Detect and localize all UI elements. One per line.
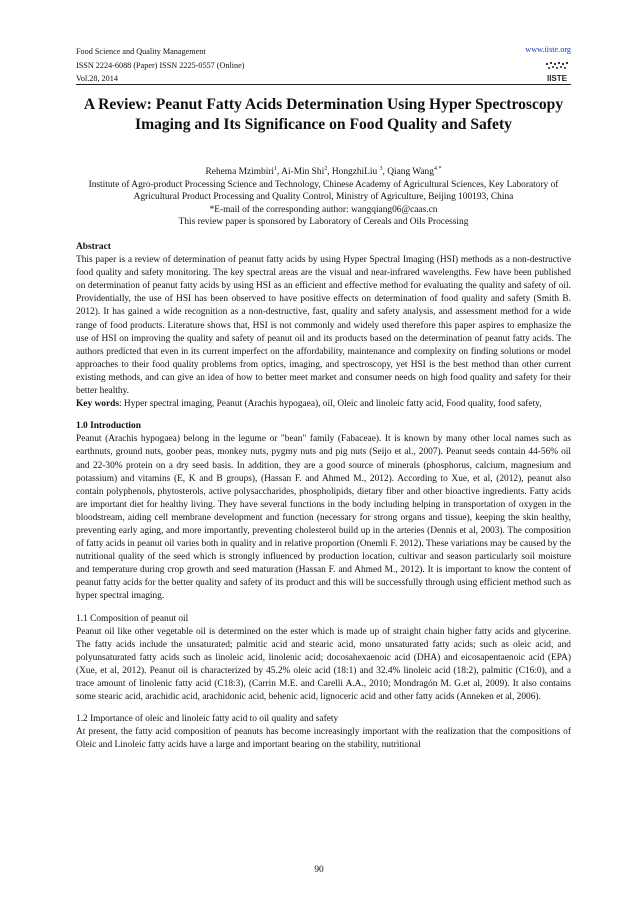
issn-line: ISSN 2224-6088 (Paper) ISSN 2225-0557 (Online) [76, 60, 245, 70]
affiliation: Institute of Agro-product Processing Science and Technology, Chinese Academy of Agricultural Sciences, Key Laboratory of Agricultural Product Processing and Quality Control, Ministry of Agriculture, Beijing 100193, China [88, 179, 559, 203]
header-rule [76, 84, 571, 85]
intro-heading: 1.0 Introduction [76, 421, 141, 432]
volume-line: Vol.28, 2014 [76, 74, 118, 83]
journal-name: Food Science and Quality Management [76, 47, 206, 56]
abstract-text: This paper is a review of determination of peanut fatty acids by using Hyper Spectral Imaging (HSI) methods as a non-destructive food quality and safety monitoring. The key spectral areas are the visual and near-infrared wavelengths. Few have been published on determination of peanut fatty acids by using HSI as an efficient and effective method for evaluating the quality and safety of oil. Providentially, the use of HSI has been observed to have positive effects on determination of food quality and safety (Smith B. 2012). It has gained a wide recognition as a non-destructive, fast, quality and safety analysis, and assessment method for a wide range of food products. Literature shows that, HSI is not commonly and widely used therefore this paper aspires to emphasize the use of HSI on improving the quality and safety of peanut oil and its products based on the determination of peanut fatty acids. The authors predicted that even in its current imperfect on the affordability, maintenance and complexity on finding solutions or model approaches to their food quality problems from optics, imaging, and spectroscopy, yet HSI is the best method than other current existing methods, and can give an idea of how to better meet market and consumer needs on high food quality and safety for their better healthy. [76, 255, 571, 397]
author-sup: 4 * [433, 166, 442, 172]
section-1-2-heading: 1.2 Importance of oleic and linoleic fatty acid to oil quality and safety [76, 714, 339, 725]
abstract-heading: Abstract [76, 242, 111, 252]
author-name: , Qiang Wang [382, 167, 434, 178]
paper-title: A Review: Peanut Fatty Acids Determination Using Hyper Spectroscopy Imaging and Its Significance on Food Quality and Safety [83, 96, 564, 133]
website-link[interactable]: www.iiste.org [525, 45, 571, 54]
sponsor-note: This review paper is sponsored by Laboratory of Cereals and Oils Processing [178, 217, 469, 228]
iiste-logo-icon [543, 60, 571, 82]
keywords-paragraph [76, 398, 571, 411]
section-1-1-heading: 1.1 Composition of peanut oil [76, 613, 189, 624]
section-1-2-text: At present, the fatty acid composition of peanuts has become increasingly important with the realization that the compositions of Oleic and Linoleic fatty acids have a large and important bearing on the stability, nutritional [76, 727, 571, 751]
author-sup: 3 [379, 166, 383, 172]
paper-body [76, 241, 571, 752]
page-number: 90 [314, 865, 324, 875]
section-1-1-text: Peanut oil like other vegetable oil is determined on the ester which is made up of straight chain higher fatty acids and glycerine. The fatty acids include the unsaturated; palmitic acid and stearic acid, mono unsaturated fatty acids; such as oleic acid, and polyunsaturated fatty acids such as linoleic acid, linolenic acid; docosahexaenoic acid (DHA) and eicosapentaenoic acid (EPA) (Xue, et al, 2012). Peanut oil is characterized by 45.2% oleic acid (18:1) and 32.4% linoleic acid (18:2), palmitic (C16:0), and a trace amount of linolenic fatty acid (C18:3), (Carrin M.E. and Carelli A.A., 2010; Mondragón M. G.et al, 2009). It also contains some stearic acid, arachidic acid, arachidonic acid, behenic acid, lignoceric acid and other fatty acids (Anneken et al, 2006). [76, 626, 571, 703]
author-name: , Ai-Min Shi [277, 167, 325, 178]
intro-text: Peanut (Arachis hypogaea) belong in the legume or "bean" family (Fabaceae). It is known by many other local names such as earthnuts, ground nuts, goober peas, monkey nuts, pygmy nuts and pig nuts (Seijo et al., 2007). Peanut seeds contain 44-56% oil and 22-30% protein on a dry seed basis. In addition, they are a good source of minerals (phosphorus, calcium, magnesium and potassium) and vitamins (E, K and B groups), (Hassan F. and Ahmed M., 2012). According to Xue, et al, (2012), peanut also contain polyphenols, phytosterols, active polysaccharides, phospholipids, dietary fiber and other bioactive ingredients. Fatty acids are important diet for healthy living. They have several functions in the body including helping in transportation of oxygen in the bloodstream, aiding cell membrane development and function (necessary for strong organs and tissue), keeping the skin healthy, preventing early aging, and more importantly, preventing cholesterol build up in the arteries (Dennis et al, 2003). The composition of fatty acids in peanut oil varies both in quality and in relative proportion (Onemli F. 2012). These variations may be caused by the nutritional quality of the seed which is strongly influenced by production location, cultivar and season particularly soil moisture and temperature during crop growth and seed maturation (Hassan F. and Ahmed M., 2012). It is important to know the content of peanut fatty acids for the better quality and safety of its product and this will be successfully through using efficient method such as hyper spectral imaging. [76, 434, 571, 602]
author-block [76, 163, 571, 229]
author-name: , HongzhiLiu [327, 167, 380, 178]
logo-text: IISTE [546, 74, 568, 82]
author-list [76, 163, 571, 179]
corresponding-email: *E-mail of the corresponding author: wangqiang06@caas.cn [209, 204, 438, 215]
author-sup: 2 [324, 166, 328, 172]
keywords-label: Key words [76, 399, 119, 410]
keywords-text: : Hyper spectral imaging, Peanut (Arachis hypogaea), oil, Oleic and linoleic fatty acid, Food quality, food safety, [118, 399, 542, 410]
journal-header [76, 45, 245, 86]
author-name: Rehema Mzimbiri [205, 167, 275, 178]
author-sup: 1 [274, 166, 278, 172]
